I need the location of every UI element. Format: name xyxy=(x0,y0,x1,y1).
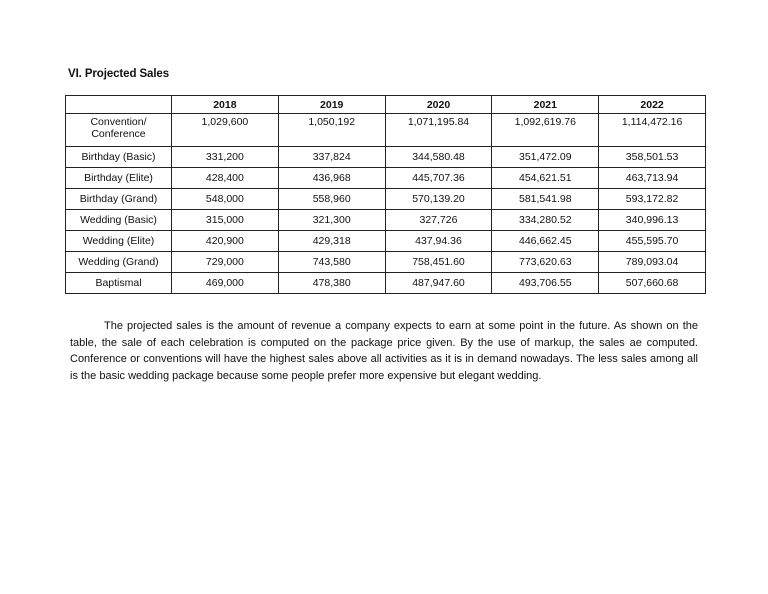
row-label: Birthday (Basic) xyxy=(66,147,172,168)
table-cell: 337,824 xyxy=(278,147,385,168)
table-cell: 327,726 xyxy=(385,210,492,231)
table-cell: 469,000 xyxy=(172,273,279,294)
table-cell: 758,451.60 xyxy=(385,252,492,273)
table-cell: 558,960 xyxy=(278,189,385,210)
table-cell: 487,947.60 xyxy=(385,273,492,294)
table-cell: 344,580.48 xyxy=(385,147,492,168)
table-cell: 1,092,619.76 xyxy=(492,114,599,147)
table-cell: 436,968 xyxy=(278,168,385,189)
table-cell: 1,071,195.84 xyxy=(385,114,492,147)
table-row xyxy=(66,147,706,168)
row-label: Convention/ Conference xyxy=(66,114,172,147)
header-cell-2020: 2020 xyxy=(385,96,492,114)
table-row xyxy=(66,210,706,231)
table-cell: 773,620.63 xyxy=(492,252,599,273)
section-title: VI. Projected Sales xyxy=(68,68,170,80)
header-cell-2019: 2019 xyxy=(278,96,385,114)
table-cell: 548,000 xyxy=(172,189,279,210)
table-row xyxy=(66,252,706,273)
header-cell-2022: 2022 xyxy=(599,96,706,114)
table-row xyxy=(66,114,706,147)
row-label: Birthday (Elite) xyxy=(66,168,172,189)
header-cell-2021: 2021 xyxy=(492,96,599,114)
header-cell-blank xyxy=(66,96,172,114)
row-label: Wedding (Elite) xyxy=(66,231,172,252)
table-cell: 743,580 xyxy=(278,252,385,273)
table-row xyxy=(66,273,706,294)
table-cell: 454,621.51 xyxy=(492,168,599,189)
table-row xyxy=(66,231,706,252)
table-cell: 437,94.36 xyxy=(385,231,492,252)
table-cell: 478,380 xyxy=(278,273,385,294)
body-paragraph: The projected sales is the amount of revenue a company expects to earn at some point in the future. As shown on the table, the sale of each celebration is computed on the package price given. By the use of markup, the sales ae computed. Conference or conventions will have the highest sales above all activities as it is in demand nowadays. The less sales among all is the basic wedding package because some people prefer more expensive but elegant wedding. xyxy=(70,320,698,382)
table-cell: 593,172.82 xyxy=(599,189,706,210)
table-cell: 570,139.20 xyxy=(385,189,492,210)
table-cell: 789,093.04 xyxy=(599,252,706,273)
table-cell: 351,472.09 xyxy=(492,147,599,168)
row-label: Baptismal xyxy=(66,273,172,294)
table-cell: 729,000 xyxy=(172,252,279,273)
table-cell: 581,541.98 xyxy=(492,189,599,210)
projected-sales-table xyxy=(65,95,706,294)
table-cell: 321,300 xyxy=(278,210,385,231)
table-cell: 334,280.52 xyxy=(492,210,599,231)
table-row xyxy=(66,168,706,189)
table-cell: 446,662.45 xyxy=(492,231,599,252)
row-label: Wedding (Grand) xyxy=(66,252,172,273)
row-label: Wedding (Basic) xyxy=(66,210,172,231)
table-cell: 358,501.53 xyxy=(599,147,706,168)
table-cell: 463,713.94 xyxy=(599,168,706,189)
table-header-row xyxy=(66,96,706,114)
table-cell: 1,050,192 xyxy=(278,114,385,147)
table-cell: 429,318 xyxy=(278,231,385,252)
table-cell: 428,400 xyxy=(172,168,279,189)
table-cell: 493,706.55 xyxy=(492,273,599,294)
header-cell-2018: 2018 xyxy=(172,96,279,114)
table-cell: 420,900 xyxy=(172,231,279,252)
table-cell: 315,000 xyxy=(172,210,279,231)
table-cell: 340,996.13 xyxy=(599,210,706,231)
row-label: Birthday (Grand) xyxy=(66,189,172,210)
table-cell: 331,200 xyxy=(172,147,279,168)
table-row xyxy=(66,189,706,210)
table-cell: 455,595.70 xyxy=(599,231,706,252)
table-cell: 1,029,600 xyxy=(172,114,279,147)
table-cell: 445,707.36 xyxy=(385,168,492,189)
table-cell: 507,660.68 xyxy=(599,273,706,294)
table-cell: 1,114,472.16 xyxy=(599,114,706,147)
